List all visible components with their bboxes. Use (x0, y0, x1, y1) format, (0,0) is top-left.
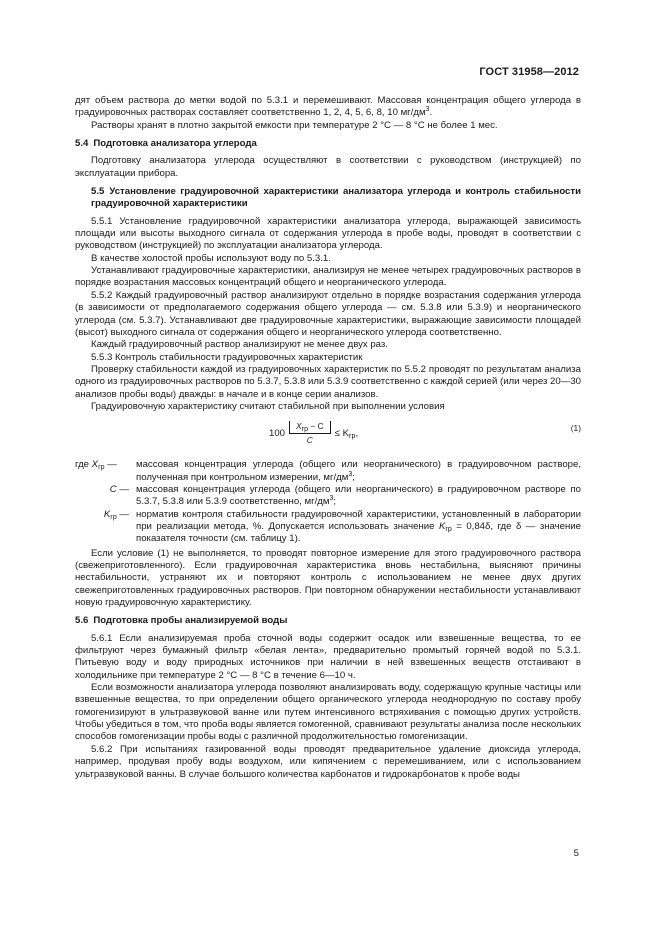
paragraph: дят объем раствора до метки водой по 5.3.1 и перемешивают. Массовая концентрация общего углерода в градуировочных растворах составляет соответственно 1, 2, 4, 5, 6, 8, 10 $мг/дм^3$. (75, 95, 581, 119)
paragraph: 5.5.2 Каждый градуировочный раствор анализируют отдельно в порядке возрастания содержания углерода (в зависимости от предполагаемого содержания общего углерода — см. 5.3.8 или 5.3.9) и неорганического углерода (см. 5.3.7). Устанавливают две градуировочные характеристики, выражающие зависимости площадей (высот) выходного сигнала от содержания общего и неорганического углерода соответственно. (75, 289, 581, 338)
paragraph: 5.6.1 Если анализируемая проба сточной воды содержит осадок или взвешенные вещества, то ее фильтруют через бумажный фильтр «белая лента», предварительно промытый горячей водой по 5.3.1. Питьевую воду и воду природных источников при наличии в ней взвешенных веществ отстаивают в холодильнике при температуре 2 °С — 8 °С в течение 6—10 ч. (75, 632, 581, 681)
section-heading-5-6: 5.6 Подготовка пробы анализируемой воды (75, 615, 288, 627)
paragraph: 5.6.2 При испытаниях газированной воды проводят предварительное удаление диоксида углерода, например, продувая пробу воды воздухом, или кипячением с перемешиванием, или с использованием ультразвуковой ванны. В случае большого количества карбонатов и гидрокарбонатов к пробе воды (75, 743, 581, 780)
paragraph: Каждый градуировочный раствор анализируют не менее двух раз. (91, 339, 388, 351)
page-number: 5 (573, 848, 579, 859)
formula-1 (75, 417, 581, 455)
formula-expression (269, 421, 358, 446)
paragraph: Устанавливают градуировочные характеристики, анализируя не менее четырех градуировочных растворов в порядке возрастания массовых концентраций общего и неорганического углерода. (75, 265, 581, 289)
definition-item: $K_{гр}$ — норматив контроля стабильности градуировочной характеристики, установленный в лаборатории при реализации метода, %. Допускается использовать значение $K_{гр} = 0,84\delta$, где δ — значение показателя точности (см. таблицу 1). (103, 508, 581, 545)
paragraph: Если возможности анализатора углерода позволяют анализировать воду, содержащую крупные частицы или взвешенные вещества, то при определении общего органического углерода неоднородную по составу пробу гомогенизируют в ультразвуковой ванне или путем интенсивного встряхивания с помощью других устройств. Чтобы убедиться в том, что проба воды является гомогенной, сравнивают результаты анализа после нескольких способов гомогенизации пробы воды с различной продолжительностью гомогенизации. (75, 682, 581, 743)
definition-list (75, 459, 581, 545)
formula-rhs: ≤ $K_{гр}$, (334, 427, 359, 440)
paragraph: 5.5.1 Установление градуировочной характеристики анализатора углерода, выражающей зависимость площади или высоты выходного сигнала от содержания углерода в пробе воды, проводят в соответствии с руководством (инструкцией) по эксплуатации анализатора углерода. (75, 215, 581, 252)
definition-item: где $X_{гр}$ — массовая концентрация углерода (общего или неорганического) в градуировочном растворе, полученная при контрольном измерении, $мг/дм^3$; (75, 459, 581, 483)
definition-item: C — массовая концентрация углерода (общего или неорганического) в градуировочном растворе по 5.3.7, 5.3.8 или 5.3.9 соответственно, $мг/дм^3$; (109, 483, 581, 508)
document-body (75, 95, 581, 781)
paragraph: Проверку стабильности каждой из градуировочных характеристик по 5.5.2 проводят по результатам анализа одного из градуировочных растворов по 5.3.7, 5.3.8 или 5.3.9 соответственно с каждой серией (или через 20—30 анализов пробы воды) дважды: в начале и в конце серии анализов. (75, 363, 581, 400)
paragraph: Если условие (1) не выполняется, то проводят повторное измерение для этого градуировочного раствора (свежеприготовленного). Если градуировочная характеристика вновь нестабильна, выясняют причины нестабильности, устраняют их и повторяют контроль с использованием не менее двух других свежеприготовленных градуировочных растворов. При повторном обнаружении нестабильности устанавливают новую градуировочную характеристику. (75, 547, 581, 609)
formula-denominator: C (306, 435, 313, 446)
formula-number: (1) (570, 423, 581, 434)
standard-number: ГОСТ 31958—2012 (479, 66, 579, 78)
formula-fraction (289, 421, 331, 446)
paragraph: Подготовку анализатора углерода осуществляют в соответствии с руководством (инструкцией) по эксплуатации прибора. (75, 155, 581, 179)
paragraph: Растворы хранят в плотно закрытой емкости при температуре 2 °С — 8 °С не более 1 мес. (91, 119, 498, 131)
formula-numerator: $X_{гр} - C$ (289, 421, 331, 434)
paragraph: В качестве холостой пробы используют воду по 5.3.1. (91, 252, 331, 264)
section-heading-5-4: 5.4 Подготовка анализатора углерода (75, 138, 257, 150)
formula-coefficient: 100 (269, 427, 286, 439)
paragraph: 5.5.3 Контроль стабильности градуировочных характеристик (91, 351, 363, 363)
paragraph: Градуировочную характеристику считают стабильной при выполнении условия (91, 400, 445, 412)
section-heading-5-5: 5.5 Установление градуировочной характеристики анализатора углерода и контроль стабильности градуировочной характеристики (91, 186, 581, 210)
